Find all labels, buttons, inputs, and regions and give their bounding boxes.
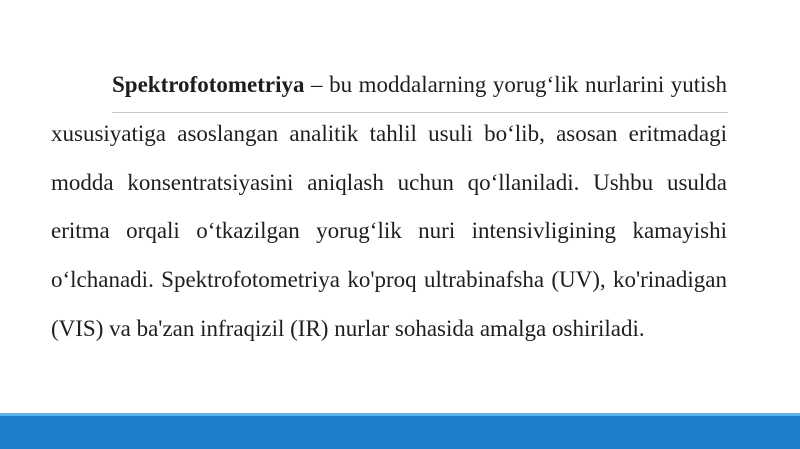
- footer-bar: [0, 413, 800, 449]
- term-spektrofotometriya: Spektrofotometriya: [112, 72, 305, 97]
- body-paragraph: [51, 61, 727, 354]
- definition-text: – bu moddalarning yorug‘lik nurlarini yutish xususiyatiga asoslangan analitik tahlil usuli bo‘lib, asosan eritmadagi modda konsentratsiyasini aniqlash uchun qo‘llaniladi. Ushbu usulda eritma orqali o‘tkazilgan yorug‘lik nuri intensivligining kamayishi o‘lchanadi. Spektrofotometriya ko'proq ultrabinafsha (UV), ko'rinadigan (VIS) va ba'zan infraqizil (IR) nurlar sohasida amalga oshiriladi.: [51, 72, 727, 341]
- footer-bar-highlight: [0, 413, 800, 416]
